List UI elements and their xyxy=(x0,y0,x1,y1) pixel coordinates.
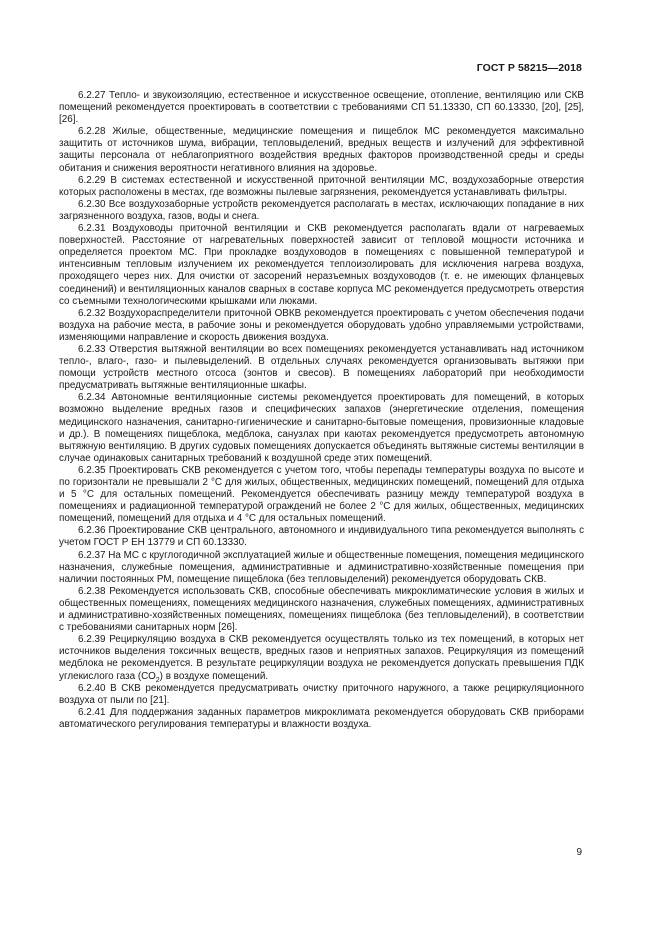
paragraph-number: 6.2.34 xyxy=(78,392,106,404)
paragraph-6-2-32 xyxy=(59,308,584,344)
paragraph-text: Воздухораспределители приточной ОВКВ рекомендуется проектировать с учетом обеспечения подачи воздуха на рабочие места, в рабочие зоны и рекомендуется оборудовать удобно управляемыми устройствами, изменяющими направление и скорость движения воздуха. xyxy=(59,307,585,343)
paragraph-number: 6.2.28 xyxy=(78,126,106,138)
paragraph-text: Для поддержания заданных параметров микроклимата рекомендуется оборудовать СКВ приборами автоматического регулирования температуры и влажности воздуха. xyxy=(59,706,585,730)
paragraph-text: Тепло- и звукоизоляцию, естественное и искусственное освещение, отопление, вентиляцию или СКВ помещений рекомендуется проектировать в соответствии с требованиями СП 51.13330, СП 60.13330, [20], [25], [26]. xyxy=(59,90,584,126)
paragraph-6-2-33 xyxy=(59,344,584,392)
paragraph-text: Рекомендуется использовать СКВ, способные обеспечивать микроклиматические условия в жилых и общественных помещениях, помещениях медицинского назначения, служебных помещениях, административных и административно-хозяйственных помещениях, помещениях пищеблока (без тепловыделений), в соответствии с требованиями санитарных норм [26]. xyxy=(59,585,584,634)
paragraph-text-continued: ) в воздухе помещений. xyxy=(159,670,269,682)
paragraph-number: 6.2.40 xyxy=(78,682,106,694)
paragraph-6-2-35 xyxy=(59,465,584,525)
page-number: 9 xyxy=(576,847,582,858)
paragraph-text: Воздуховоды приточной вентиляции и СКВ рекомендуется располагать вдали от нагреваемых поверхностей. Расстояние от нагревательных поверхностей зависит от тепловой мощности источника и определяется проектом МС. При прокладке воздуховодов в помещениях с повышенной температурой и интенсивным тепловым излучением их рекомендуется теплоизолировать для исключения нагрева воздуха, проходящего через них. Для очистки от засорений неразъемных воздуховодов (т. е. не имеющих фланцевых соединений) и вентиляционных каналов сварных в составе корпуса МС рекомендуется предусмотреть отверстия со съемными технологическими крышками или люками. xyxy=(59,223,584,307)
paragraph-number: 6.2.30 xyxy=(78,198,106,210)
paragraph-number: 6.2.36 xyxy=(78,525,106,537)
paragraph-6-2-36 xyxy=(59,525,584,549)
paragraph-number: 6.2.31 xyxy=(78,223,106,235)
paragraph-number: 6.2.32 xyxy=(78,307,106,319)
paragraph-text: В системах естественной и искусственной приточной вентиляции МС, воздухозаборные отверстия которых расположены в местах, где возможны пылевые загрязнения, рекомендуется устанавливать фильтры. xyxy=(59,174,584,198)
document-body xyxy=(59,90,584,731)
paragraph-6-2-27 xyxy=(59,90,584,126)
paragraph-6-2-30 xyxy=(59,199,584,223)
paragraph-number: 6.2.41 xyxy=(78,706,106,718)
paragraph-text: Автономные вентиляционные системы рекомендуется проектировать для помещений, в которых возможно выделение вредных газов и специфических запахов (энергетические отделения, помещения медицинского назначения, санитарно-гигиенические и санитарно-бытовые помещения, провизионные кладовые и др.). В помещениях пищеблока, медблока, санузлах при каютах рекомендуется предусмотреть автономную вытяжную вентиляцию. В других судовых помещениях допускается объединять вытяжные системы вентиляции в случае одинаковых санитарных требований к воздушной среде этих помещений. xyxy=(59,392,584,464)
paragraph-6-2-40 xyxy=(59,683,584,707)
paragraph-text: Рециркуляцию воздуха в СКВ рекомендуется осуществлять только из тех помещений, в которых нет источников выделения токсичных веществ, вредных газов и неприятных запахов. Рециркуляция из помещений медблока не рекомендуется. В результате рециркуляции воздуха не рекомендуется допускать превышения ПДК углекислого газа (СО xyxy=(59,634,584,682)
paragraph-number: 6.2.39 xyxy=(78,634,106,646)
co2-subscript: 2 xyxy=(155,676,160,684)
paragraph-number: 6.2.38 xyxy=(78,585,106,597)
paragraph-6-2-38 xyxy=(59,586,584,634)
paragraph-6-2-31 xyxy=(59,223,584,308)
paragraph-6-2-37 xyxy=(59,550,584,586)
paragraph-text: В СКВ рекомендуется предусматривать очистку приточного наружного, а также рециркуляционного воздуха от пыли по [21]. xyxy=(59,682,584,706)
paragraph-text: Жилые, общественные, медицинские помещения и пищеблок МС рекомендуется максимально защитить от источников шума, вибрации, тепловыделений, вредных веществ и излучений для эффективной защиты персонала от неблагоприятного воздействия вредных факторов производственной среды и среды обитания и снижения вероятности негативного влияния на здоровье. xyxy=(59,126,584,174)
paragraph-text: Все воздухозаборные устройств рекомендуется располагать в местах, исключающих попадание в них загрязненного воздуха, газов, воды и снега. xyxy=(59,198,584,222)
paragraph-number: 6.2.29 xyxy=(78,174,106,186)
paragraph-number: 6.2.37 xyxy=(78,549,106,561)
paragraph-6-2-29 xyxy=(59,175,584,199)
paragraph-number: 6.2.27 xyxy=(78,90,106,101)
paragraph-text: Проектировать СКВ рекомендуется с учетом того, чтобы перепады температуры воздуха по высоте и по горизонтали не превышали 2 °С для жилых, общественных, медицинских помещений, помещений для отдыха и 5 °С для остальных помещений. Рекомендуется обеспечивать разницу между температурой воздуха в помещениях и радиационной температурой ограждений не более 2 °С для жилых, общественных, медицинских помещений, помещений для отдыха и 4 °С для остальных помещений. xyxy=(59,464,584,525)
paragraph-text: На МС с круглогодичной эксплуатацией жилые и общественные помещения, помещения медицинского назначения, служебные помещения, административные и административно-хозяйственные помещения при наличии постоянных РМ, помещение пищеблока (без тепловыделений) рекомендуется оборудовать СКВ. xyxy=(59,549,584,585)
standard-designation: ГОСТ Р 58215—2018 xyxy=(476,62,582,74)
paragraph-6-2-28 xyxy=(59,126,584,174)
paragraph-6-2-39 xyxy=(59,634,584,682)
paragraph-6-2-41 xyxy=(59,707,584,731)
paragraph-text: Проектирование СКВ центрального, автономного и индивидуального типа рекомендуется выполнять с учетом ГОСТ Р ЕН 13779 и СП 60.13330. xyxy=(59,525,585,549)
paragraph-text: Отверстия вытяжной вентиляции во всех помещениях рекомендуется устанавливать над источником тепло-, влаго-, газо- и пылевыделений. В отдельных случаях рекомендуется организовывать вытяжки при помощи устройств местного отсоса (зонтов и свесов). В помещениях лабораторий при необходимости предусматривать вытяжные вентиляционные шкафы. xyxy=(59,343,584,392)
paragraph-number: 6.2.35 xyxy=(78,464,106,476)
paragraph-6-2-34 xyxy=(59,392,584,465)
paragraph-number: 6.2.33 xyxy=(78,343,106,355)
